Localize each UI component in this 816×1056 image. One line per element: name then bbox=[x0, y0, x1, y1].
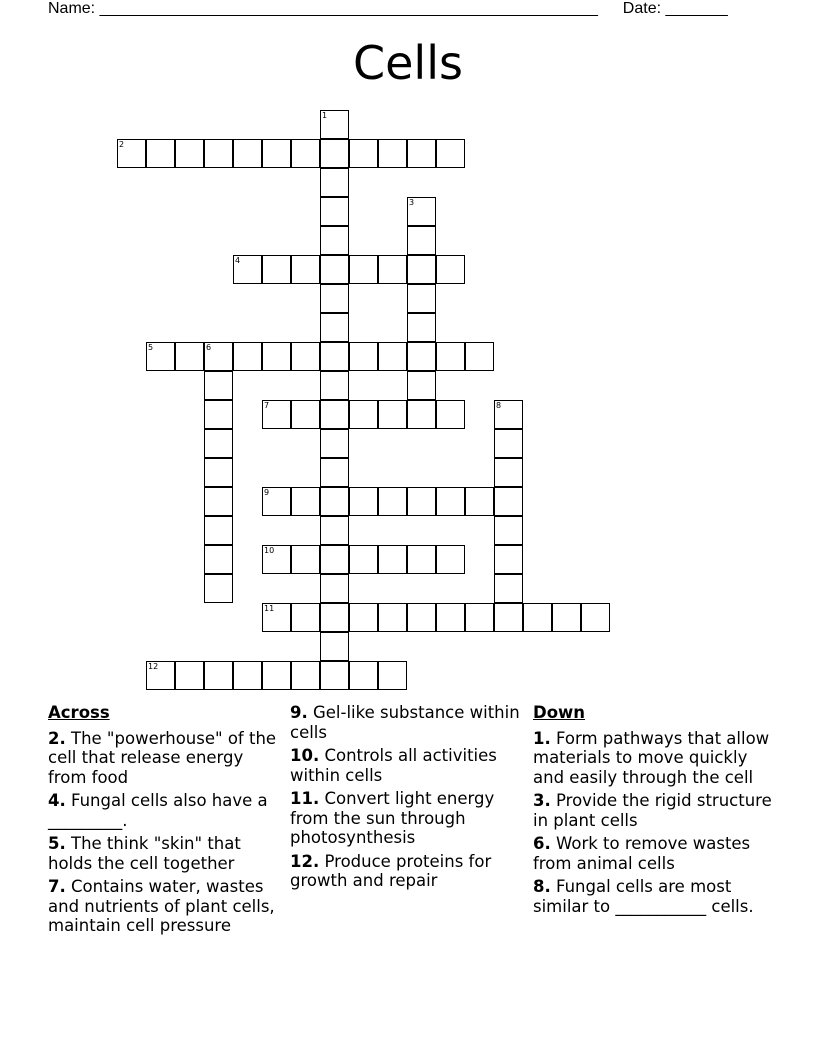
across-clues-column-2 bbox=[290, 703, 522, 895]
clue-down-8: 8. Fungal cells are most similar to ___________ cells. bbox=[533, 877, 754, 916]
grid-cell[interactable] bbox=[320, 661, 349, 690]
grid-cell[interactable] bbox=[291, 255, 320, 284]
grid-cell[interactable] bbox=[262, 400, 291, 429]
clue-number: 4 bbox=[235, 256, 241, 265]
grid-cell[interactable] bbox=[494, 487, 523, 516]
grid-cell[interactable] bbox=[378, 487, 407, 516]
grid-cell[interactable] bbox=[233, 342, 262, 371]
grid-cell[interactable] bbox=[233, 139, 262, 168]
grid-cell[interactable] bbox=[262, 139, 291, 168]
clue-across-11: 11. Convert light energy from the sun through photosynthesis bbox=[290, 789, 495, 847]
grid-cell[interactable] bbox=[146, 139, 175, 168]
grid-cell[interactable] bbox=[407, 284, 436, 313]
grid-cell[interactable] bbox=[117, 139, 146, 168]
clue-across-10: 10. Controls all activities within cells bbox=[290, 746, 497, 785]
clue-number: 5 bbox=[148, 343, 154, 352]
grid-cell[interactable] bbox=[407, 139, 436, 168]
grid-cell[interactable] bbox=[349, 487, 378, 516]
grid-cell[interactable] bbox=[407, 313, 436, 342]
clue-across-4: 4. Fungal cells also have a _________. bbox=[48, 791, 268, 830]
grid-cell[interactable] bbox=[320, 226, 349, 255]
grid-cell[interactable] bbox=[320, 516, 349, 545]
grid-cell[interactable] bbox=[436, 603, 465, 632]
grid-cell[interactable] bbox=[291, 139, 320, 168]
grid-cell[interactable] bbox=[378, 661, 407, 690]
date-label: Date: bbox=[622, 0, 662, 17]
clue-across-9: 9. Gel-like substance within cells bbox=[290, 703, 520, 742]
clue-across-7: 7. Contains water, wastes and nutrients of plant cells, maintain cell pressure bbox=[48, 877, 275, 935]
across-clues-column-1 bbox=[48, 703, 280, 940]
grid-cell[interactable] bbox=[262, 545, 291, 574]
grid-cell[interactable] bbox=[320, 110, 349, 139]
grid-cell[interactable] bbox=[262, 342, 291, 371]
grid-cell[interactable] bbox=[494, 400, 523, 429]
grid-cell[interactable] bbox=[320, 313, 349, 342]
across-heading: Across bbox=[48, 703, 110, 722]
grid-cell[interactable] bbox=[349, 603, 378, 632]
grid-cell[interactable] bbox=[494, 458, 523, 487]
grid-cell[interactable] bbox=[320, 139, 349, 168]
grid-cell[interactable] bbox=[291, 342, 320, 371]
grid-cell[interactable] bbox=[320, 574, 349, 603]
grid-cell[interactable] bbox=[407, 487, 436, 516]
grid-cell[interactable] bbox=[204, 371, 233, 400]
grid-cell[interactable] bbox=[407, 603, 436, 632]
grid-cell[interactable] bbox=[175, 661, 204, 690]
grid-cell[interactable] bbox=[204, 139, 233, 168]
clue-number: 3 bbox=[409, 198, 415, 207]
grid-cell[interactable] bbox=[494, 603, 523, 632]
grid-cell[interactable] bbox=[407, 342, 436, 371]
grid-cell[interactable] bbox=[552, 603, 581, 632]
down-clues-column bbox=[533, 703, 773, 920]
clue-number: 12 bbox=[148, 662, 159, 671]
grid-cell[interactable] bbox=[320, 371, 349, 400]
grid-cell[interactable] bbox=[175, 139, 204, 168]
grid-cell[interactable] bbox=[494, 429, 523, 458]
grid-cell[interactable] bbox=[291, 603, 320, 632]
grid-cell[interactable] bbox=[146, 661, 175, 690]
grid-cell[interactable] bbox=[320, 168, 349, 197]
grid-cell[interactable] bbox=[349, 139, 378, 168]
name-field[interactable]: ________________________________________________________ bbox=[99, 0, 598, 17]
clue-across-5: 5. The think "skin" that holds the cell together bbox=[48, 834, 241, 873]
grid-cell[interactable] bbox=[204, 458, 233, 487]
clue-across-12: 12. Produce proteins for growth and repair bbox=[290, 851, 492, 890]
grid-cell[interactable] bbox=[436, 342, 465, 371]
grid-cell[interactable] bbox=[407, 255, 436, 284]
grid-cell[interactable] bbox=[204, 516, 233, 545]
grid-cell[interactable] bbox=[320, 545, 349, 574]
grid-cell[interactable] bbox=[349, 661, 378, 690]
name-label: Name: bbox=[48, 0, 96, 17]
grid-cell[interactable] bbox=[204, 342, 233, 371]
grid-cell[interactable] bbox=[465, 603, 494, 632]
grid-cell[interactable] bbox=[378, 342, 407, 371]
grid-cell[interactable] bbox=[494, 516, 523, 545]
grid-cell[interactable] bbox=[407, 197, 436, 226]
grid-cell[interactable] bbox=[407, 226, 436, 255]
grid-cell[interactable] bbox=[407, 371, 436, 400]
clue-across-2: 2. The "powerhouse" of the cell that release energy from food bbox=[48, 728, 277, 787]
grid-cell[interactable] bbox=[349, 400, 378, 429]
grid-cell[interactable] bbox=[407, 400, 436, 429]
grid-cell[interactable] bbox=[349, 545, 378, 574]
grid-cell[interactable] bbox=[320, 603, 349, 632]
grid-cell[interactable] bbox=[436, 400, 465, 429]
clue-number: 2 bbox=[119, 140, 125, 149]
grid-cell[interactable] bbox=[581, 603, 610, 632]
grid-cell[interactable] bbox=[465, 487, 494, 516]
grid-cell[interactable] bbox=[320, 197, 349, 226]
grid-cell[interactable] bbox=[233, 661, 262, 690]
clue-down-6: 6. Work to remove wastes from animal cells bbox=[533, 834, 751, 873]
grid-cell[interactable] bbox=[320, 487, 349, 516]
clue-number: 1 bbox=[322, 111, 328, 120]
grid-cell[interactable] bbox=[320, 458, 349, 487]
grid-cell[interactable] bbox=[465, 342, 494, 371]
clue-number: 9 bbox=[264, 488, 270, 497]
grid-cell[interactable] bbox=[204, 545, 233, 574]
grid-cell[interactable] bbox=[436, 545, 465, 574]
grid-cell[interactable] bbox=[320, 284, 349, 313]
grid-cell[interactable] bbox=[204, 429, 233, 458]
clue-number: 7 bbox=[264, 401, 270, 410]
grid-cell[interactable] bbox=[233, 255, 262, 284]
grid-cell[interactable] bbox=[494, 574, 523, 603]
grid-cell[interactable] bbox=[349, 255, 378, 284]
grid-cell[interactable] bbox=[378, 603, 407, 632]
grid-cell[interactable] bbox=[204, 400, 233, 429]
grid-cell[interactable] bbox=[349, 342, 378, 371]
clue-down-3: 3. Provide the rigid structure in plant cells bbox=[533, 791, 772, 830]
down-heading: Down bbox=[533, 703, 586, 722]
grid-cell[interactable] bbox=[146, 342, 175, 371]
grid-cell[interactable] bbox=[407, 545, 436, 574]
grid-cell[interactable] bbox=[291, 545, 320, 574]
clue-number: 10 bbox=[264, 546, 275, 555]
grid-cell[interactable] bbox=[494, 545, 523, 574]
grid-cell[interactable] bbox=[523, 603, 552, 632]
grid-cell[interactable] bbox=[262, 487, 291, 516]
grid-cell[interactable] bbox=[262, 255, 291, 284]
grid-cell[interactable] bbox=[320, 632, 349, 661]
page-title: Cells bbox=[353, 36, 463, 90]
grid-cell[interactable] bbox=[291, 487, 320, 516]
grid-cell[interactable] bbox=[320, 429, 349, 458]
grid-cell[interactable] bbox=[175, 342, 204, 371]
grid-cell[interactable] bbox=[378, 255, 407, 284]
grid-cell[interactable] bbox=[204, 661, 233, 690]
clue-number: 11 bbox=[264, 604, 275, 613]
grid-cell[interactable] bbox=[436, 139, 465, 168]
date-field[interactable]: _______ bbox=[665, 0, 728, 17]
grid-cell[interactable] bbox=[262, 661, 291, 690]
grid-cell[interactable] bbox=[204, 487, 233, 516]
grid-cell[interactable] bbox=[378, 139, 407, 168]
grid-cell[interactable] bbox=[436, 255, 465, 284]
grid-cell[interactable] bbox=[262, 603, 291, 632]
grid-cell[interactable] bbox=[320, 342, 349, 371]
grid-cell[interactable] bbox=[320, 255, 349, 284]
grid-cell[interactable] bbox=[291, 400, 320, 429]
clue-down-1: 1. Form pathways that allow materials to move quickly and easily through the cell bbox=[533, 728, 770, 787]
grid-cell[interactable] bbox=[320, 400, 349, 429]
grid-cell[interactable] bbox=[378, 545, 407, 574]
grid-cell[interactable] bbox=[436, 487, 465, 516]
clue-number: 8 bbox=[496, 401, 502, 410]
grid-cell[interactable] bbox=[291, 661, 320, 690]
grid-cell[interactable] bbox=[204, 574, 233, 603]
grid-cell[interactable] bbox=[378, 400, 407, 429]
clue-number: 6 bbox=[206, 343, 212, 352]
